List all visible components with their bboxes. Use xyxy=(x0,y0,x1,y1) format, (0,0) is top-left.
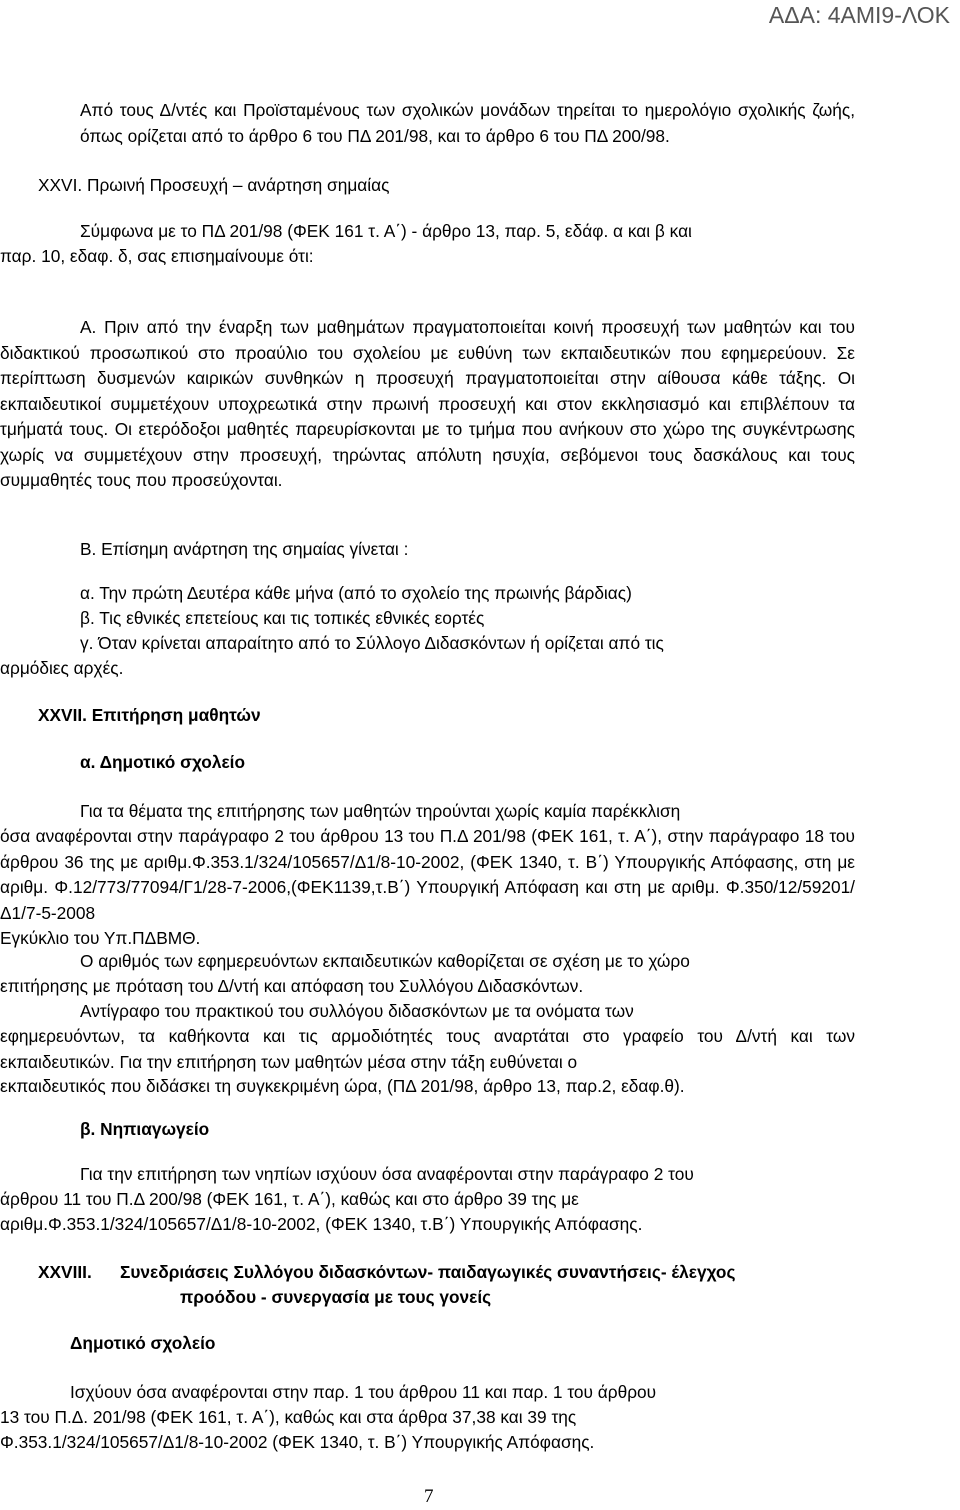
s27-sub-a: α. Δημοτικό σχολείο xyxy=(80,752,246,772)
s27-p1-rest: όσα αναφέρονται στην παράγραφο 2 του άρθρου 13 του Π.Δ 201/98 (ΦΕΚ 161, τ. Α΄), στην παράγραφο 18 του άρθρου 36 της με αριθμ.Φ.353.1/324/105657/Δ1/8-10-2002, (ΦΕΚ 1340, τ. Β΄) Υπουργικής Απόφασης, στη με αριθμ. Φ.12/773/77094/Γ1/28-7-2006,(ΦΕΚ1139,τ.Β΄) Υπουργική Απόφαση και στη με αριθμ. Φ.350/12/59201/Δ1/7-5-2008 xyxy=(0,826,855,923)
s27-p3-last: εκπαιδευτικός που διδάσκει τη συγκεκριμένη ώρα, (ΠΔ 201/98, άρθρο 13, παρ.2, εδαφ.θ). xyxy=(0,1076,685,1096)
s27-p1-first: Για τα θέματα της επιτήρησης των μαθητών τηρούνται χωρίς καμία παρέκκλιση xyxy=(80,801,681,821)
section-28-number: XXVIII. xyxy=(38,1262,92,1282)
section-27-heading: XXVII. Επιτήρηση μαθητών xyxy=(38,705,261,725)
s28-p1-rest: 13 του Π.Δ. 201/98 (ΦΕΚ 161, τ. Α΄), καθώς και στα άρθρα 37,38 και 39 της xyxy=(0,1407,577,1427)
s27-p4-first: Για την επιτήρηση των νηπίων ισχύουν όσα αναφέρονται στην παράγραφο 2 του xyxy=(80,1164,694,1184)
page-number: 7 xyxy=(424,1486,434,1507)
s26-paragraph-b: Β. Επίσημη ανάρτηση της σημαίας γίνεται : xyxy=(80,539,409,559)
s28-p1-first: Ισχύουν όσα αναφέρονται στην παρ. 1 του άρθρου 11 και παρ. 1 του άρθρου xyxy=(70,1382,657,1402)
s26-item-b: β. Τις εθνικές επετείους και τις τοπικές εθνικές εορτές xyxy=(80,608,485,628)
section-28-heading-line1: Συνεδριάσεις Συλλόγου διδασκόντων- παιδαγωγικές συναντήσεις- έλεγχος xyxy=(120,1262,736,1282)
s28-p1-last: Φ.353.1/324/105657/Δ1/8-10-2002 (ΦΕΚ 1340, τ. Β΄) Υπουργικής Απόφασης. xyxy=(0,1432,595,1452)
s27-p4-last: αριθμ.Φ.353.1/324/105657/Δ1/8-10-2002, (ΦΕΚ 1340, τ.Β΄) Υπουργικής Απόφασης. xyxy=(0,1214,643,1234)
s27-p2-rest: επιτήρησης με πρόταση του Δ/ντή και απόφαση του Συλλόγου Διδασκόντων. xyxy=(0,976,584,996)
s27-p3-rest: εφημερευόντων, τα καθήκοντα και τις αρμοδιότητές τους αναρτάται στο γραφείο του Δ/ντή και των εκπαιδευτικών. Για την επιτήρηση των μαθητών μέσα στην τάξη ευθύνεται ο xyxy=(0,1026,855,1072)
section-26-heading: XXVI. Πρωινή Προσευχή – ανάρτηση σημαίας xyxy=(38,175,390,195)
s26-paragraph-a: Α. Πριν από την έναρξη των μαθημάτων πραγματοποιείται κοινή προσευχή των μαθητών και του διδακτικού προσωπικού στο προαύλιο του σχολείου με ευθύνη των εκπαιδευτικών που εφημερεύουν. Σε περίπτωση δυσμενών καιρικών συνθηκών η προσευχή πραγματοποιείται στην αίθουσα κάθε τάξης. Οι εκπαιδευτικοί συμμετέχουν υποχρεωτικά στην πρωινή προσευχή και στον εκκλησιασμό και επιβλέπουν τα τμήματά τους. Οι ετερόδοξοι μαθητές παρευρίσκονται με το τμήμα που ανήκουν στο χώρο της συγκέντρωσης χωρίς να συμμετέχουν στην προσευχή, τηρώντας απόλυτη ησυχία, σεβόμενοι τους δασκάλους και τους συμμαθητές τους που προσεύχονται. xyxy=(0,317,855,490)
s26-item-c-first: γ. Όταν κρίνεται απαραίτητο από το Σύλλογο Διδασκόντων ή ορίζεται από τις xyxy=(80,633,664,653)
s27-p2-first: Ο αριθμός των εφημερευόντων εκπαιδευτικών καθορίζεται σε σχέση με το χώρο xyxy=(80,951,690,971)
ada-header: ΑΔΑ: 4ΑΜΙ9-ΛΟΚ xyxy=(768,2,950,28)
s27-p3-first: Αντίγραφο του πρακτικού του συλλόγου διδασκόντων με τα ονόματα των xyxy=(80,1001,634,1021)
section-28-heading-line2: προόδου - συνεργασία με τους γονείς xyxy=(180,1287,492,1307)
s26-item-c-rest: αρμόδιες αρχές. xyxy=(0,658,124,678)
s27-sub-b: β. Νηπιαγωγείο xyxy=(80,1119,210,1139)
s26-p1-rest: παρ. 10, εδαφ. δ, σας επισημαίνουμε ότι: xyxy=(0,246,314,266)
s26-p1-first: Σύμφωνα με το ΠΔ 201/98 (ΦΕΚ 161 τ. Α΄) - άρθρο 13, παρ. 5, εδάφ. α και β και xyxy=(80,221,692,241)
s28-sub: Δημοτικό σχολείο xyxy=(70,1333,216,1353)
s27-p1-last: Εγκύκλιο του Υπ.ΠΔΒΜΘ. xyxy=(0,928,201,948)
s26-item-a: α. Την πρώτη Δευτέρα κάθε μήνα (από το σχολείο της πρωινής βάρδιας) xyxy=(80,583,632,603)
intro-paragraph: Από τους Δ/ντές και Προϊσταμένους των σχολικών μονάδων τηρείται το ημερολόγιο σχολικής ζωής, όπως ορίζεται από το άρθρο 6 του ΠΔ 201/98, και το άρθρο 6 του ΠΔ 200/98. xyxy=(80,100,855,146)
s27-p4-rest: άρθρου 11 του Π.Δ 200/98 (ΦΕΚ 161, τ. Α΄), καθώς και στο άρθρο 39 της με xyxy=(0,1189,579,1209)
